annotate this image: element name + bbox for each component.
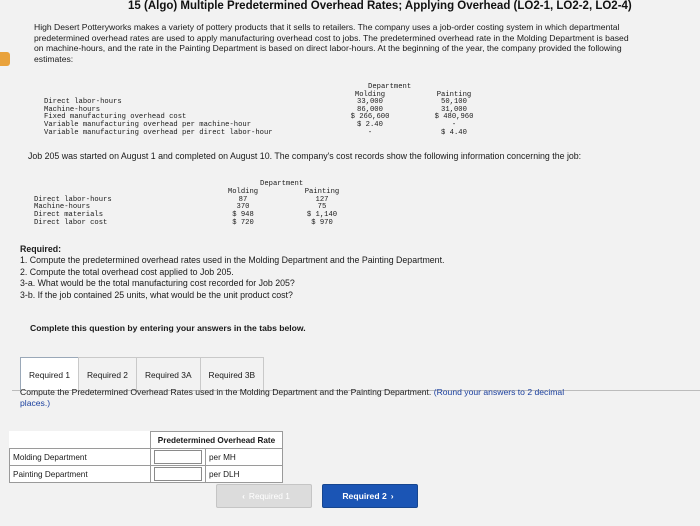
job-painting-value: 127 <box>315 195 329 204</box>
estimates-row <box>44 99 484 107</box>
job-label: Direct labor-hours <box>34 195 112 204</box>
previous-button[interactable] <box>216 484 312 508</box>
job-label: Direct materials <box>34 211 104 220</box>
next-label: Required 2 <box>342 491 387 501</box>
estimates-molding-value: 33,000 <box>357 98 383 107</box>
estimates-col-molding: Molding <box>354 90 386 99</box>
job-painting-value: 75 <box>317 203 327 212</box>
required-section <box>20 244 640 301</box>
required-item: 2. Compute the total overhead cost applied to Job 205. <box>20 266 234 277</box>
job-label: Direct labor cost <box>34 218 108 227</box>
complete-instruction: Complete this question by entering your answers in the tabs below. <box>30 323 306 333</box>
job-description: Job 205 was started on August 1 and completed on August 10. The company's cost records show the following information concerning the job: <box>28 151 582 161</box>
next-button[interactable] <box>322 484 418 508</box>
previous-label: Required 1 <box>248 491 290 501</box>
painting-unit: per DLH <box>206 466 283 483</box>
problem-intro: High Desert Potteryworks makes a variety of pottery products that it sells to retailers. The company uses a job-order costing system in which departmental predetermined overhead rates are used to apply manufacturing overhead cost to jobs. The predetermined overhead rate in the Molding Department is based on machine-hours, and the rate in the Painting Department is based on direct labor-hours. At the beginning of the year, the company provided the following estimates: <box>34 22 629 64</box>
job-molding-value: $ 720 <box>232 218 254 227</box>
tab-required-1[interactable]: Required 1 <box>20 357 79 392</box>
painting-rate-input[interactable] <box>154 467 202 481</box>
table-row <box>10 466 283 483</box>
estimates-label: Direct labor-hours <box>44 98 122 107</box>
molding-rate-input[interactable] <box>154 450 202 464</box>
estimates-painting-value: $ 480,960 <box>434 113 474 122</box>
job-molding-value: 87 <box>238 195 248 204</box>
instruction-text: Compute the Predetermined Overhead Rates used in the Molding Department and the Painting Department. <box>20 387 432 397</box>
estimates-painting-value: 50,100 <box>441 98 467 107</box>
job-col-molding: Molding <box>227 187 259 196</box>
required-item: 1. Compute the predetermined overhead rates used in the Molding Department and the Painting Department. <box>20 255 445 266</box>
molding-unit: per MH <box>206 449 283 466</box>
molding-label: Molding Department <box>10 449 151 466</box>
tab-instruction <box>20 387 580 409</box>
estimates-dept-header: Department <box>368 83 412 91</box>
tab-required-3b[interactable]: Required 3B <box>200 357 265 392</box>
rate-answer-table <box>9 431 283 483</box>
job-table <box>34 181 374 228</box>
answer-tabs <box>20 357 263 391</box>
estimates-row <box>44 130 484 138</box>
estimates-label: Fixed manufacturing overhead cost <box>44 113 187 122</box>
rounding-note: (Round your answers to 2 decimal places.) <box>20 387 565 408</box>
estimates-painting-value: - <box>451 120 457 129</box>
estimates-label: Variable manufacturing overhead per direct labor-hour <box>44 128 273 137</box>
estimates-label: Machine-hours <box>44 105 101 114</box>
job-dept-header: Department <box>260 180 304 188</box>
estimates-molding-value: $ 2.40 <box>357 120 383 129</box>
tab-required-3a[interactable]: Required 3A <box>136 357 201 392</box>
chevron-left-icon: ‹ <box>242 491 245 501</box>
job-painting-value: $ 1,140 <box>306 211 338 220</box>
estimates-molding-value: 86,000 <box>357 105 383 114</box>
table-row <box>10 449 283 466</box>
estimates-molding-value: $ 266,600 <box>350 113 390 122</box>
estimates-table <box>44 84 484 137</box>
required-item: 3-a. What would be the total manufacturing cost recorded for Job 205? <box>20 278 295 289</box>
chevron-right-icon: › <box>390 491 394 501</box>
painting-label: Painting Department <box>10 466 151 483</box>
job-row <box>34 220 374 228</box>
job-col-painting: Painting <box>304 187 340 196</box>
estimates-painting-value: 31,000 <box>441 105 467 114</box>
job-molding-value: 370 <box>236 203 250 212</box>
tab-required-2[interactable]: Required 2 <box>78 357 137 392</box>
problem-title: 15 (Algo) Multiple Predetermined Overhead Rates; Applying Overhead (LO2-1, LO2-2, LO2-4) <box>128 0 632 12</box>
job-painting-value: $ 970 <box>311 218 333 227</box>
required-item: 3-b. If the job contained 25 units, what would be the unit product cost? <box>20 289 293 300</box>
side-marker[interactable] <box>0 52 10 66</box>
job-label: Machine-hours <box>34 203 91 212</box>
estimates-col-painting: Painting <box>436 90 472 99</box>
job-molding-value: $ 948 <box>232 211 254 220</box>
rate-header: Predetermined Overhead Rate <box>151 432 283 449</box>
estimates-painting-value: $ 4.40 <box>441 128 467 137</box>
estimates-label: Variable manufacturing overhead per machine-hour <box>44 120 252 129</box>
estimates-molding-value: - <box>367 128 373 137</box>
required-heading: Required: <box>20 244 62 254</box>
